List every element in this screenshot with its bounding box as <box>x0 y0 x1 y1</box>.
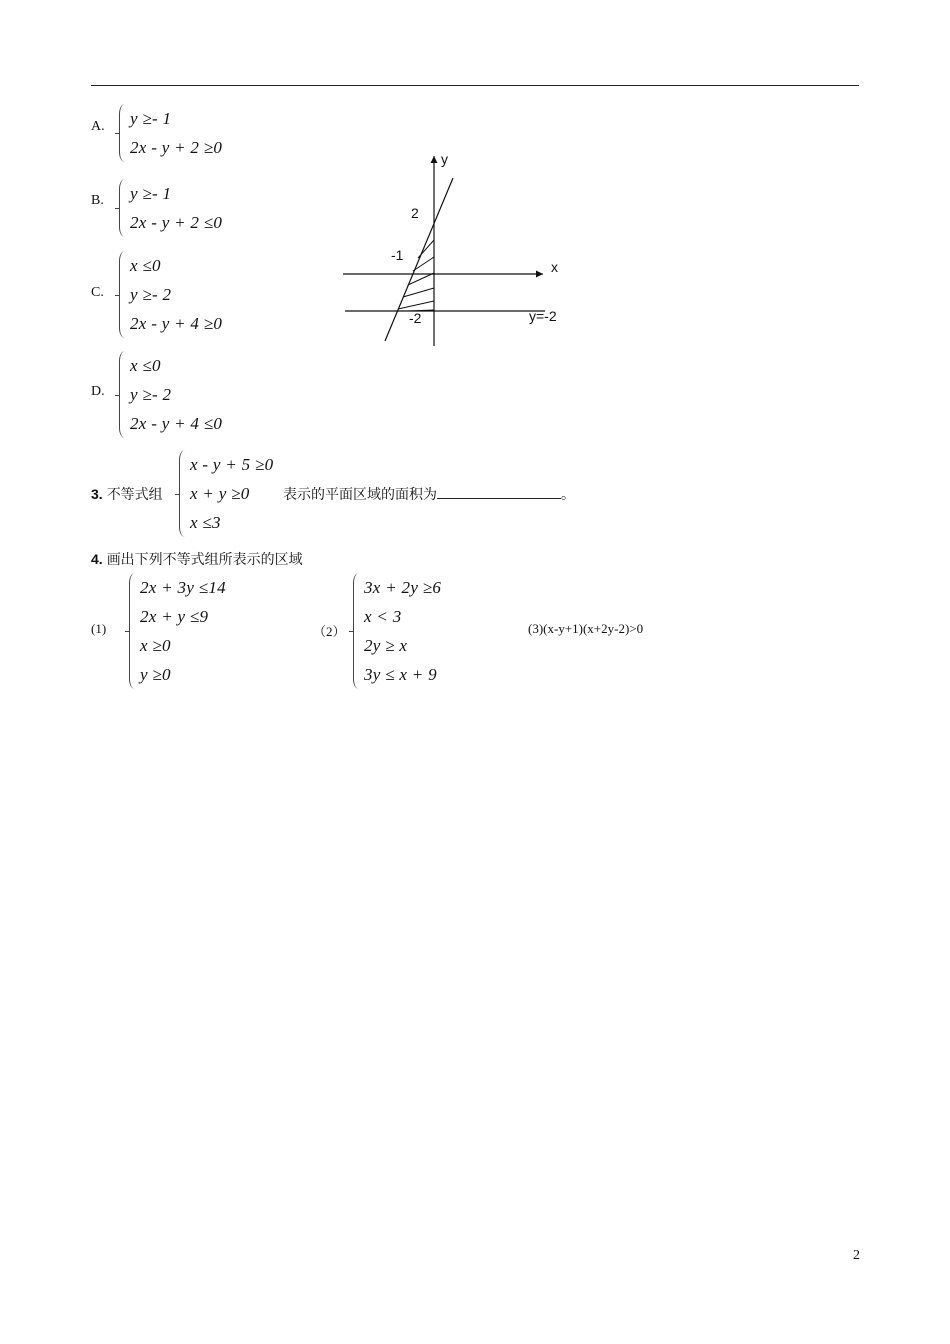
option-d-line-2: y ≥- 2 <box>130 385 172 404</box>
q4-part1-label: (1) <box>91 621 107 636</box>
q3-answer-blank[interactable] <box>437 484 561 499</box>
q3-line-2: x + y ≥0 <box>190 484 250 503</box>
q4-part2-label: （2） <box>313 624 346 639</box>
q4-heading <box>91 549 303 569</box>
graph-tick-2: 2 <box>411 205 419 221</box>
q3-line-1: x - y + 5 ≥0 <box>190 455 274 474</box>
page-number: 2 <box>853 1248 860 1263</box>
q3-prefix: 不等式组 <box>106 487 163 503</box>
q4-part1-line-4: y ≥0 <box>140 665 171 684</box>
option-b-letter: B. <box>91 193 104 208</box>
q4-part1-line-1: 2x + 3y ≤14 <box>140 578 226 597</box>
graph-tick-neg2: -2 <box>409 310 422 326</box>
option-c-letter: C. <box>91 285 104 300</box>
q3-suffix: 表示的平面区域的面积为 <box>283 487 437 503</box>
option-d-letter: D. <box>91 384 105 399</box>
option-c-line-2: y ≥- 2 <box>130 285 172 304</box>
q3-suffix-row <box>283 484 575 504</box>
brace <box>129 573 136 689</box>
graph-line-label: y=-2 <box>529 308 557 324</box>
option-c-line-3: 2x - y + 4 ≥0 <box>130 314 223 333</box>
q3-end: 。 <box>561 487 575 503</box>
q3-line-3: x ≤3 <box>190 513 221 532</box>
graph-tick-neg1: -1 <box>391 247 404 263</box>
option-a-letter: A. <box>91 119 105 134</box>
q4-part2-line-4: 3y ≤ x + 9 <box>364 665 437 684</box>
q4-part1-line-2: 2x + y ≤9 <box>140 607 209 626</box>
brace <box>179 450 186 537</box>
option-a-line-2: 2x - y + 2 ≥0 <box>130 138 223 157</box>
q4-part1-line-3: x ≥0 <box>140 636 171 655</box>
q4-part2-system <box>353 573 441 689</box>
brace <box>353 573 360 689</box>
option-b-line-1: y ≥- 1 <box>130 184 172 203</box>
option-a-line-1: y ≥- 1 <box>130 109 172 128</box>
q4-part2-line-3: 2y ≥ x <box>364 636 408 655</box>
option-c-line-1: x ≤0 <box>130 256 161 275</box>
region-graph <box>0 0 950 400</box>
graph-y-label: y <box>441 151 448 167</box>
option-d-line-3: 2x - y + 4 ≤0 <box>130 414 223 433</box>
q4-part2-line-1: 3x + 2y ≥6 <box>364 578 442 597</box>
graph-x-label: x <box>551 259 558 275</box>
q4-part1-system <box>129 573 226 689</box>
q3-prefix-row <box>91 484 163 504</box>
q4-part2-line-2: x < 3 <box>364 607 402 626</box>
q4-number: 4. <box>91 551 103 567</box>
q3-number: 3. <box>91 486 103 502</box>
q4-text: 画出下列不等式组所表示的区域 <box>106 552 303 568</box>
option-b-line-2: 2x - y + 2 ≤0 <box>130 213 223 232</box>
q4-part3-label: (3)(x-y+1)(x+2y-2)>0 <box>528 621 644 636</box>
q3-system <box>179 450 273 537</box>
option-d-line-1: x ≤0 <box>130 356 161 375</box>
